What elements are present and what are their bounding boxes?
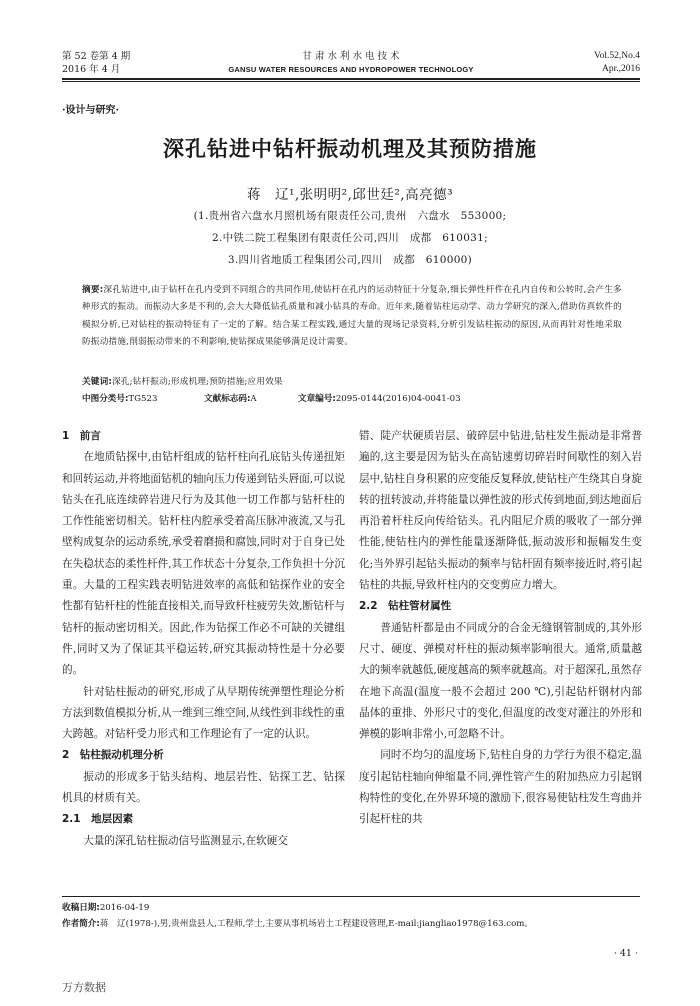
issue-info-en	[594, 50, 640, 76]
doc-code-value: A	[250, 394, 257, 404]
abstract-label: 摘要:	[82, 285, 104, 295]
article-number-value: 2095-0144(2016)04-0041-03	[335, 394, 461, 404]
journal-name-cn: 甘 肃 水 利 水 电 技 术	[302, 51, 400, 62]
date-cn: 2016 年 4 月	[62, 64, 121, 75]
affiliation-1: (1.贵州省六盘水月照机场有限责任公司,贵州 六盘水 553000;	[193, 210, 507, 222]
author-bio-label: 作者简介:	[62, 919, 100, 929]
doc-code-label: 文献标志码:	[204, 394, 251, 404]
heading-1: 1 前言	[62, 430, 101, 442]
heading-2-1: 2.1 地层因素	[62, 813, 134, 826]
received-label: 收稿日期:	[62, 903, 100, 913]
running-header	[62, 50, 640, 80]
author-bio	[62, 918, 640, 930]
abstract-text: 深孔钻进中,由于钻杆在孔内受到不同组合的共同作用,使钻杆在孔内的运动特征十分复杂,细长弹性杆件在孔内自传和公转时,会产生多种形式的振动。而振动大多是不利的,会大大降低钻孔质量和减小钻具的寿命。近年来,随着钻柱运动学、动力学研究的深入,借助仿真软件的模拟分析,已对钻柱的振动特征有了一定的了解。结合某工程实践,通过大量的现场记录资料,分析引发钻柱振动的原因,从而再针对性地采取防振动措施,削弱振动带来的不利影响,使钻探成果能够满足设计需要。	[82, 285, 623, 348]
heading-2-2: 2.2 钻柱管材属性	[359, 600, 452, 613]
paragraph: 大量的深孔钻柱振动信号监测显示,在软硬交	[83, 834, 288, 847]
keywords-label: 关键词:	[82, 377, 113, 387]
affiliation-2: 2.中铁二院工程集团有限责任公司,四川 成都 610031;	[212, 232, 488, 244]
volume-issue-en: Vol.52,No.4	[593, 51, 640, 61]
received-date	[62, 902, 640, 914]
paragraph: 针对钻柱振动的研究,形成了从早期传统弹塑性理论分析方法到数值模拟分析,从一维到三维空间,从线性到非线性的重大跨越。对钻杆受力形式和工作理论有了一定的认识。	[62, 685, 345, 741]
paragraph: 在地质钻探中,由钻杆组成的钻杆柱向孔底钻头传递扭矩和回转运动,并将地面钻机的轴向压力传递到钻头唇面,可以说钻头在孔底连续碎岩进尺行为及其他一切工作都与钻杆柱的工作性能密切相关。钻杆柱内腔承受着高压脉冲液流,又与孔壁构成复杂的运动系统,承受着磨损和腐蚀,同时对于自身已处在失稳状态的柔性杆件,其工作状态十分复杂,工作负担十分沉重。大量的工程实践表明钻进效率的高低和钻探作业的安全性都有钻杆柱的性能直接相关,而导致杆柱疲劳失效,断钻杆与钻杆的振动密切相关。因此,作为钻探工作必不可缺的关键组件,同时又为了保证其平稳运转,研究其振动特性是十分必要的。	[62, 451, 345, 677]
body-column-left	[62, 426, 345, 852]
volume-issue-cn: 第 52 卷第 4 期	[62, 51, 131, 62]
paragraph: 振动的形成多于钻头结构、地层岩性、钻探工艺、钻探机具的材质有关。	[62, 770, 345, 805]
footnote-rule	[62, 896, 640, 897]
paragraph: 同时不均匀的温度场下,钻柱自身的力学行为很不稳定,温度引起钻柱轴向伸缩量不同,弹性管产生的附加热应力引起钢构特性的变化,在外界环境的激励下,很容易使钻柱发生弯曲并引起杆柱的共	[359, 749, 642, 826]
section-tag: ·设计与研究·	[62, 105, 119, 116]
date-en: Apr.,2016	[602, 64, 640, 74]
keywords-text: 深孔;钻杆振动;形成机理;预防措施;应用效果	[112, 377, 283, 387]
paragraph: 普通钻杆都是由不同成分的合金无缝钢管制成的,其外形尺寸、硬度、弹模对杆柱的振动频率影响很大。通常,质量越大的频率就越低,硬度越高的频率就越高。对于超深孔,虽然存在地下高温(温度一般不会超过 200 ℃),引起钻杆钢材内部晶体的重排、外形尺寸的变化,但温度的改变对灌注的外形和弹模的影响非常小,可忽略不计。	[359, 621, 642, 741]
journal-name-en: GANSU WATER RESOURCES AND HYDROPOWER TECHNOLOGY	[228, 65, 474, 74]
classification-line	[82, 391, 622, 408]
affiliation-3: 3.四川省地质工程集团公司,四川 成都 610000)	[227, 254, 473, 266]
article-number-label: 文章编号:	[298, 394, 336, 404]
keywords	[82, 374, 622, 391]
page-number: · 41 ·	[613, 948, 638, 959]
author-list: 蒋 辽¹,张明明²,邱世廷²,高亮德³	[246, 187, 454, 203]
author-bio-text: 蒋 辽(1978-),男,贵州盘县人,工程师,学士,主要从事机场岩土工程建设管理,E-mail:jiangliao1978@163.com。	[99, 919, 534, 929]
wanfang-watermark: 万方数据	[62, 981, 106, 994]
paragraph: 错、陡产状硬质岩层、破碎层中钻进,钻柱发生振动是非常普遍的,这主要是因为钻头在高钻速剪切碎岩时间歇性的刻入岩层中,钻柱自身积累的应变能反复释放,使钻柱产生绕其自身旋转的扭转波动,并将能量以弹性波的形式传到地面,到达地面后再沿着杆柱反向传给钻头。孔内阻尼介质的吸收了一部分弹性能,使钻柱内的弹性能量逐渐降低,振动波形和振幅发生变化;当外界引起钻头振动的频率与钻杆固有频率接近时,将引起钻柱的共振,导致杆柱内的交变剪应力增大。	[359, 430, 642, 592]
journal-name	[62, 50, 640, 76]
header-rule-thin	[62, 81, 640, 82]
abstract	[82, 282, 622, 352]
body-column-right	[359, 426, 642, 831]
header-rule-thick	[62, 78, 640, 80]
received-value: 2016-04-19	[99, 903, 150, 913]
clc-label: 中图分类号:	[82, 394, 129, 404]
clc-value: TG523	[128, 394, 158, 404]
heading-2: 2 钻柱振动机理分析	[62, 749, 164, 762]
paper-title: 深孔钻进中钻杆振动机理及其预防措施	[163, 136, 537, 161]
